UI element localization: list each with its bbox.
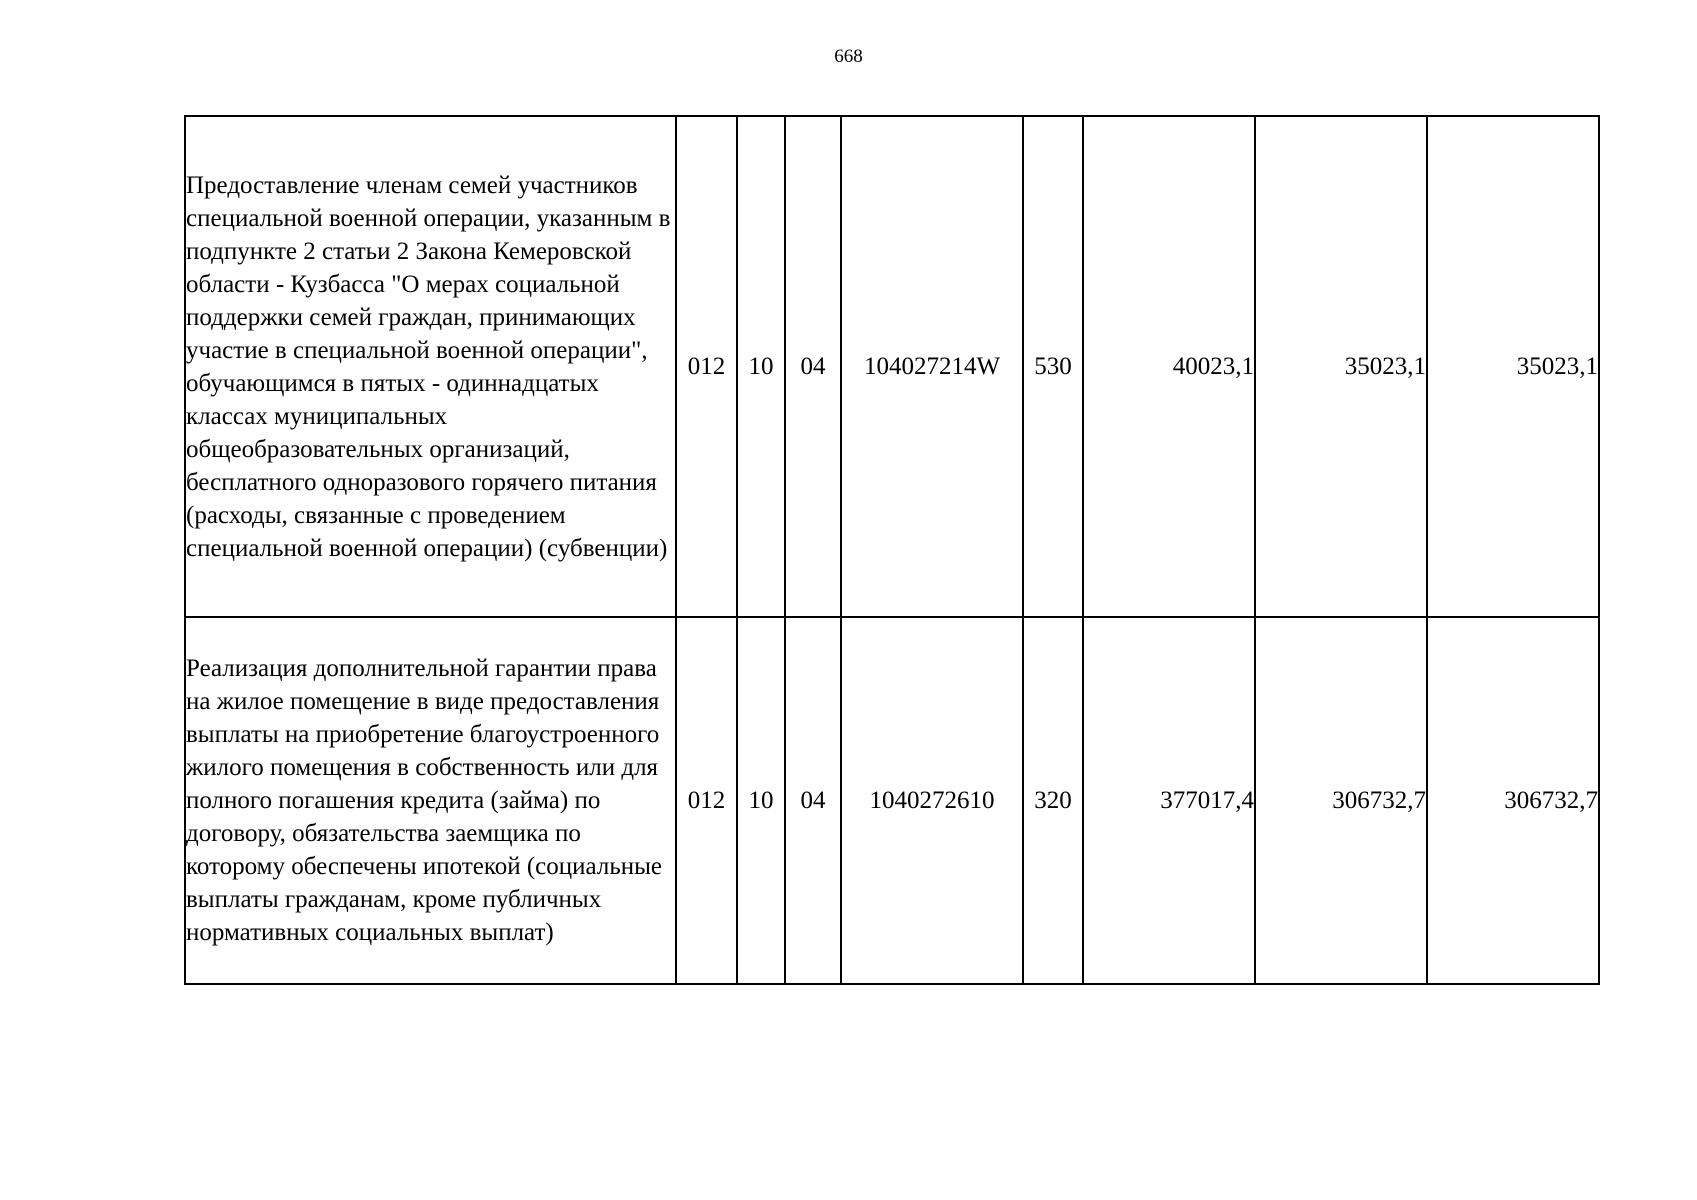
- ministry-code-cell: 012: [676, 617, 737, 984]
- expense-type-cell: 320: [1023, 617, 1083, 984]
- expense-type-cell: 530: [1023, 116, 1083, 617]
- amount-cell-2: 306732,7: [1255, 617, 1427, 984]
- table-row: [185, 617, 1599, 984]
- amount-cell-1: 40023,1: [1083, 116, 1255, 617]
- page-number: 668: [834, 46, 863, 67]
- amount-cell-3: 35023,1: [1427, 116, 1599, 617]
- subsection-code-cell: 04: [785, 116, 841, 617]
- amount-cell-2: 35023,1: [1255, 116, 1427, 617]
- subsection-code-cell: 04: [785, 617, 841, 984]
- row-description: Предоставление членам семей участников специальной военной операции, указанным в подпункте 2 статьи 2 Закона Кемеровской области - Кузбасса "О мерах социальной поддержки семей граждан, принимающих участие в специальной военной операции", обучающимся в пятых - одиннадцатых классах муниципальных общеобразовательных организаций, бесплатного одноразового горячего питания (расходы, связанные с проведением специальной военной операции) (субвенции): [185, 116, 676, 617]
- section-code-cell: 10: [737, 617, 785, 984]
- amount-cell-3: 306732,7: [1427, 617, 1599, 984]
- table-row: [185, 116, 1599, 617]
- row-description: Реализация дополнительной гарантии права на жилое помещение в виде предоставления выплаты на приобретение благоустроенного жилого помещения в собственность или для полного погашения кредита (займа) по договору, обязательства заемщика по которому обеспечены ипотекой (социальные выплаты гражданам, кроме публичных нормативных социальных выплат): [185, 617, 676, 984]
- target-article-cell: 1040272610: [841, 617, 1023, 984]
- section-code-cell: 10: [737, 116, 785, 617]
- ministry-code-cell: 012: [676, 116, 737, 617]
- amount-cell-1: 377017,4: [1083, 617, 1255, 984]
- target-article-cell: 104027214W: [841, 116, 1023, 617]
- budget-table: [184, 115, 1600, 985]
